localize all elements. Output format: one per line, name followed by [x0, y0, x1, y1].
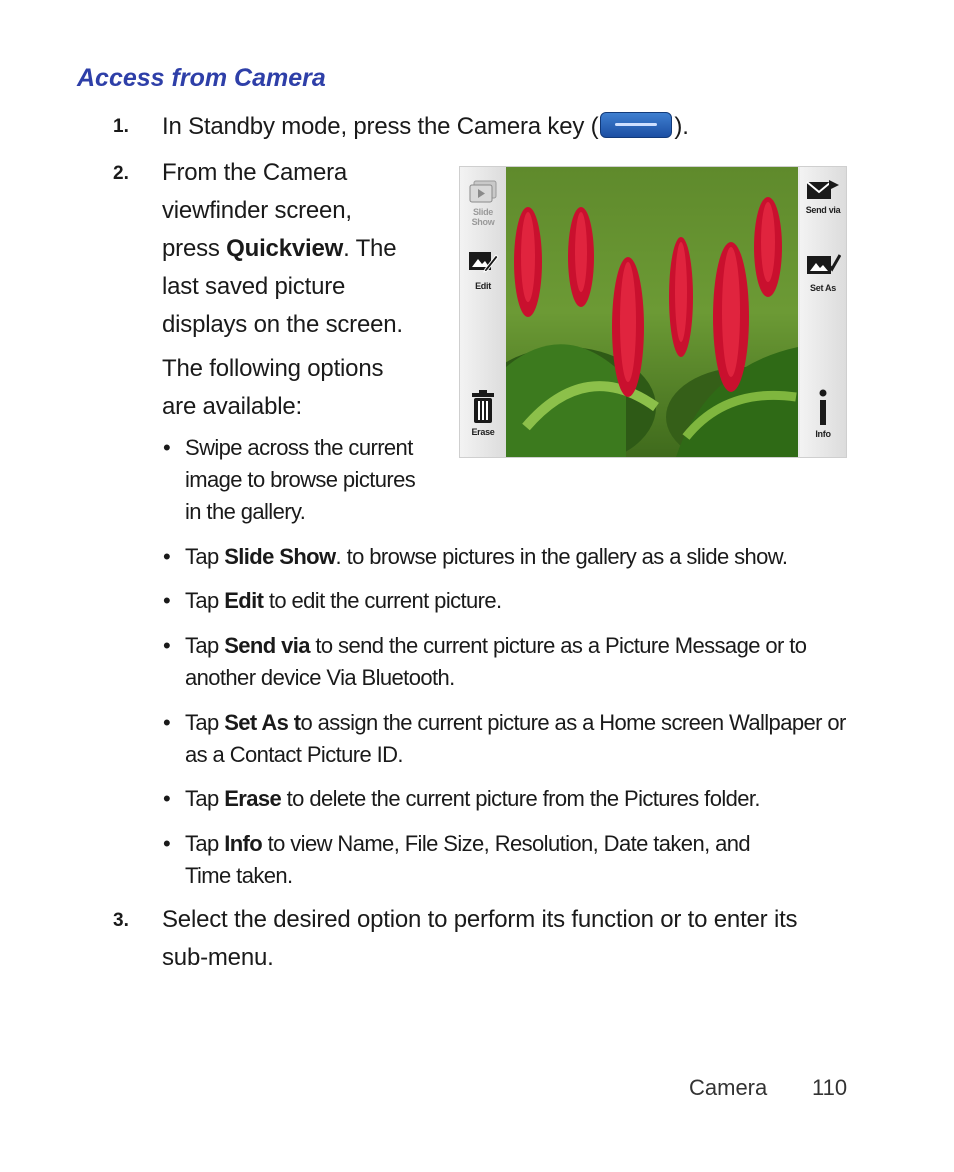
bullet-line: as a Contact Picture ID. [185, 742, 403, 767]
bullet-line: Swipe across the current [185, 435, 413, 460]
footer-section-name: Camera [689, 1075, 768, 1100]
send-via-tool [800, 177, 846, 215]
step-1-text [162, 108, 689, 146]
bullet-post: to send the current picture as a Picture Message or to [309, 633, 807, 658]
section-title: Access from Camera [77, 64, 326, 92]
bullet-slide-show [163, 541, 787, 573]
info-label: Info [224, 831, 263, 856]
options-line: The following options [162, 355, 384, 382]
tool-label: Erase [471, 427, 495, 437]
bullet-dot: • [163, 710, 171, 735]
options-line: are available: [162, 393, 302, 420]
page-number: 110 [812, 1075, 848, 1100]
edit-label: Edit [224, 588, 264, 613]
bullet-set-as [163, 707, 846, 771]
step-1-text-after: ). [674, 113, 689, 140]
tool-label: Set As [810, 283, 836, 293]
bullet-post: to delete the current picture from the Pictures folder. [281, 786, 760, 811]
left-toolbar [460, 167, 506, 457]
step-number: 2. [113, 163, 129, 184]
step-3-line: sub-menu. [162, 944, 274, 971]
info-tool [800, 389, 846, 439]
bullet-dot: • [163, 786, 171, 811]
bullet-dot: • [163, 633, 171, 658]
step-number: 1. [113, 116, 129, 137]
bullet-dot: • [163, 831, 171, 856]
slideshow-icon [468, 179, 498, 205]
bullet-pre: Tap [185, 786, 225, 811]
bullet-edit [163, 585, 502, 617]
step-2-line: viewfinder screen, [162, 197, 352, 224]
set-as-icon [805, 251, 841, 277]
tool-label: Show [471, 217, 495, 227]
erase-tool [460, 389, 506, 437]
step-2-line: From the Camera [162, 159, 348, 186]
bullet-dot: • [163, 435, 171, 460]
bullet-line: another device Via Bluetooth. [185, 665, 455, 690]
bullet-pre: Tap [185, 544, 225, 569]
bullet-pre: Tap [185, 633, 225, 658]
press-after-text: . The [343, 235, 397, 262]
bullet-post: . to browse pictures in the gallery as a slide show. [335, 544, 788, 569]
slide-show-label: Slide Show [224, 544, 336, 569]
step-2-line: displays on the screen. [162, 311, 403, 338]
quickview-screenshot [459, 166, 847, 458]
set-as-tool [800, 251, 846, 293]
press-text: press [162, 235, 227, 262]
edit-tool [460, 249, 506, 291]
camera-key-icon [600, 112, 672, 138]
bullet-post: o assign the current picture as a Home screen Wallpaper or [300, 710, 846, 735]
envelope-send-icon [805, 177, 841, 203]
bullet-swipe [163, 432, 415, 528]
step-number: 3. [113, 910, 129, 931]
step-3-line: Select the desired option to perform its function or to enter its [162, 906, 798, 933]
tool-label: Slide [472, 207, 493, 217]
bullet-line: in the gallery. [185, 499, 306, 524]
bullet-pre: Tap [185, 831, 225, 856]
bullet-info [163, 828, 750, 892]
bullet-erase [163, 783, 760, 815]
bullet-dot: • [163, 544, 171, 569]
trash-icon [470, 389, 496, 425]
edit-icon [467, 249, 499, 275]
bullet-pre: Tap [185, 710, 225, 735]
tool-label: Info [815, 429, 831, 439]
bullet-pre: Tap [185, 588, 225, 613]
send-via-label: Send via [224, 633, 310, 658]
step-2-line: last saved picture [162, 273, 346, 300]
bullet-line: image to browse pictures [185, 467, 416, 492]
info-icon [816, 389, 830, 427]
step-2-text [162, 154, 403, 344]
slideshow-tool [460, 179, 506, 227]
bullet-line: Time taken. [185, 863, 293, 888]
bullet-dot: • [163, 588, 171, 613]
bullet-post: to view Name, File Size, Resolution, Date taken, and [262, 831, 751, 856]
erase-label: Erase [224, 786, 282, 811]
quickview-label: Quickview [226, 235, 344, 262]
bullet-post: to edit the current picture. [263, 588, 502, 613]
bullet-send-via [163, 630, 806, 694]
flower-photo [506, 167, 798, 457]
step-3-text [162, 901, 797, 977]
step-2-press-line [162, 230, 403, 268]
set-as-label: Set As t [224, 710, 301, 735]
right-toolbar [800, 167, 846, 457]
tool-label: Send via [805, 205, 841, 215]
step-1-text-before: In Standby mode, press the Camera key ( [162, 113, 599, 140]
tool-label: Edit [475, 281, 491, 291]
options-intro [162, 350, 383, 426]
